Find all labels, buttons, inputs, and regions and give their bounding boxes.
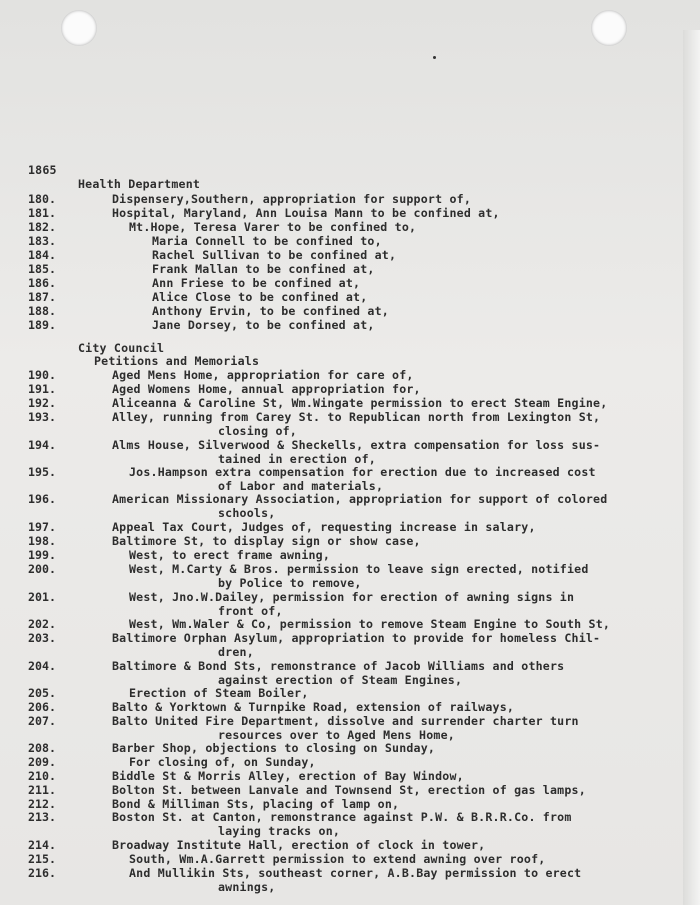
entry-continuation: tained in erection of, [218,452,376,466]
entry-number: 198. [28,534,56,548]
entry-continuation: schools, [218,506,276,520]
entry-number: 185. [28,262,56,276]
entry-number: 211. [28,783,56,797]
entry-number: 207. [28,714,56,728]
entry-number: 190. [28,368,56,382]
entry-text: Jane Dorsey, to be confined at, [152,318,375,332]
entry-number: 182. [28,220,56,234]
entry-number: 204. [28,659,56,673]
entry-text: Baltimore St, to display sign or show case, [112,534,421,548]
entry-text: Frank Mallan to be confined at, [152,262,375,276]
entry-text: West, to erect frame awning, [129,548,331,562]
entry-text: South, Wm.A.Garrett permission to extend awning over roof, [129,852,546,866]
section-heading-council: City Council [78,341,165,355]
entry-number: 208. [28,741,56,755]
entry-text: Balto United Fire Department, dissolve and surrender charter turn [112,714,579,728]
entry-number: 183. [28,234,56,248]
entry-text: West, M.Carty & Bros. permission to leave sign erected, notified [129,562,589,576]
entry-number: 212. [28,797,56,811]
entry-number: 215. [28,852,56,866]
entry-number: 200. [28,562,56,576]
entry-text: Broadway Institute Hall, erection of clock in tower, [112,838,486,852]
entry-continuation: against erection of Steam Engines, [218,673,463,687]
page-edge [683,30,700,905]
punch-hole-left [61,10,97,46]
entry-text: Alley, running from Carey St. to Republican north from Lexington St, [112,410,601,424]
entry-text: Baltimore Orphan Asylum, appropriation to provide for homeless Chil- [112,631,601,645]
entry-number: 180. [28,192,56,206]
entry-number: 210. [28,769,56,783]
entry-number: 186. [28,276,56,290]
entry-continuation: dren, [218,645,254,659]
entry-text: Hospital, Maryland, Ann Louisa Mann to be confined at, [112,206,500,220]
entry-text: American Missionary Association, appropriation for support of colored [112,492,608,506]
entry-number: 196. [28,492,56,506]
entry-text: Bond & Milliman Sts, placing of lamp on, [112,797,400,811]
entry-text: Ann Friese to be confined at, [152,276,361,290]
entry-number: 205. [28,686,56,700]
entry-continuation: closing of, [218,424,297,438]
entry-number: 191. [28,382,56,396]
entry-text: Baltimore & Bond Sts, remonstrance of Jacob Williams and others [112,659,565,673]
entry-number: 216. [28,866,56,880]
entry-number: 188. [28,304,56,318]
entry-number: 194. [28,438,56,452]
entry-text: Dispensery,Southern, appropriation for support of, [112,192,472,206]
entry-number: 214. [28,838,56,852]
entry-text: Barber Shop, objections to closing on Sunday, [112,741,436,755]
entry-number: 184. [28,248,56,262]
entry-number: 192. [28,396,56,410]
entry-text: Biddle St & Morris Alley, erection of Bay Window, [112,769,464,783]
entry-text: Erection of Steam Boiler, [129,686,309,700]
entry-continuation: by Police to remove, [218,576,362,590]
entry-text: Boston St. at Canton, remonstrance against P.W. & B.R.R.Co. from [112,810,572,824]
entry-text: For closing of, on Sunday, [129,755,316,769]
entry-text: Anthony Ervin, to be confined at, [152,304,389,318]
entry-text: West, Jno.W.Dailey, permission for erection of awning signs in [129,590,575,604]
entry-number: 199. [28,548,56,562]
entry-text: Maria Connell to be confined to, [152,234,382,248]
entry-continuation: awnings, [218,880,276,894]
entry-text: Appeal Tax Court, Judges of, requesting increase in salary, [112,520,536,534]
year-heading: 1865 [28,163,57,177]
entry-continuation: resources over to Aged Mens Home, [218,728,455,742]
entry-number: 202. [28,617,56,631]
entry-continuation: front of, [218,604,283,618]
entry-text: Jos.Hampson extra compensation for erection due to increased cost [129,465,596,479]
entry-text: And Mullikin Sts, southeast corner, A.B.Bay permission to erect [129,866,582,880]
entry-number: 195. [28,465,56,479]
entry-text: Aged Mens Home, appropriation for care of, [112,368,414,382]
entry-text: Mt.Hope, Teresa Varer to be confined to, [129,220,417,234]
entry-number: 189. [28,318,56,332]
entry-number: 213. [28,810,56,824]
punch-hole-right [591,10,627,46]
entry-text: Aliceanna & Caroline St, Wm.Wingate permission to erect Steam Engine, [112,396,608,410]
subsection-heading-petitions: Petitions and Memorials [94,354,260,368]
entry-number: 181. [28,206,56,220]
entry-number: 201. [28,590,56,604]
entry-text: Balto & Yorktown & Turnpike Road, extension of railways, [112,700,515,714]
entry-text: Alice Close to be confined at, [152,290,368,304]
entry-number: 209. [28,755,56,769]
entry-text: Rachel Sullivan to be confined at, [152,248,397,262]
entry-number: 206. [28,700,56,714]
entry-number: 193. [28,410,56,424]
entry-text: Aged Womens Home, annual appropriation for, [112,382,421,396]
entry-number: 197. [28,520,56,534]
entry-continuation: laying tracks on, [218,824,341,838]
section-heading-health: Health Department [78,177,201,191]
entry-number: 203. [28,631,56,645]
entry-text: West, Wm.Waler & Co, permission to remove Steam Engine to South St, [129,617,611,631]
ink-dot [433,56,436,59]
entry-text: Alms House, Silverwood & Sheckells, extra compensation for loss sus- [112,438,601,452]
entry-text: Bolton St. between Lanvale and Townsend St, erection of gas lamps, [112,783,586,797]
entry-continuation: of Labor and materials, [218,479,384,493]
entry-number: 187. [28,290,56,304]
